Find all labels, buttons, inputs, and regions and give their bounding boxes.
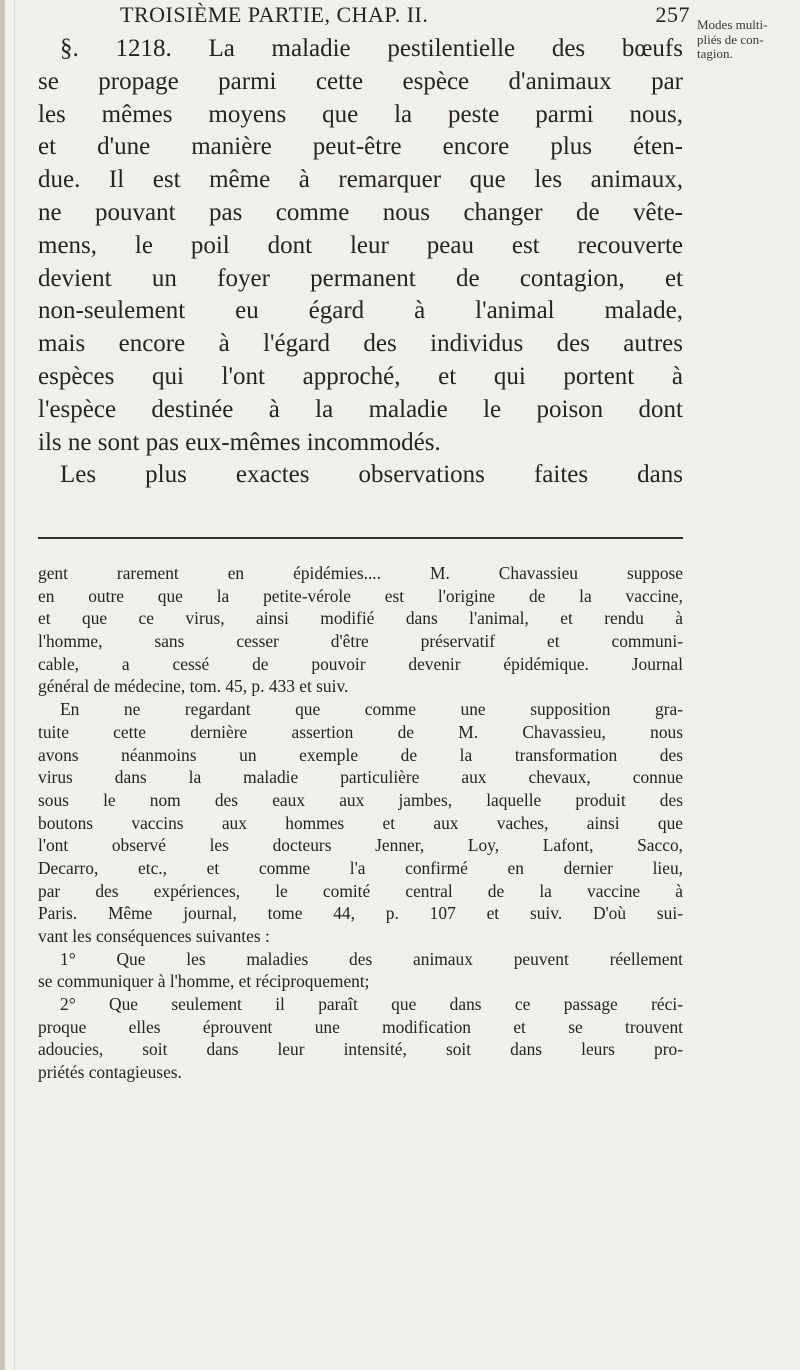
running-head-title: TROISIÈME PARTIE, CHAP. II.	[120, 2, 429, 27]
text-line: §. 1218. La maladie pestilentielle des bœufs	[60, 35, 683, 62]
margin-note-line: Modes multi-	[697, 17, 768, 32]
footnote-line: gent rarement en épidémies.... M. Chavassieu suppose	[38, 563, 683, 583]
footnote-rule	[38, 537, 683, 539]
footnote-line: l'ont observé les docteurs Jenner, Loy, Lafont, Sacco,	[38, 835, 683, 856]
text-line: devient un foyer permanent de contagion, et	[38, 264, 683, 292]
footnote-line: tuite cette dernière assertion de M. Chavassieu, nous	[38, 721, 683, 742]
footnote-line: cable, a cessé de pouvoir devenir épidémique. Journal	[38, 653, 683, 674]
main-paragraph	[38, 33, 683, 492]
text-line: les mêmes moyens que la peste parmi nous,	[38, 100, 683, 128]
footnote-line: proque elles éprouvent une modification et se trouvent	[38, 1016, 683, 1037]
text-line: espèces qui l'ont approché, et qui portent à	[38, 362, 683, 390]
footnote	[38, 562, 683, 1084]
footnote-line: priétés contagieuses.	[38, 1062, 182, 1083]
text-line: Les plus exactes observations faites dans	[60, 461, 683, 489]
footnote-line: sous le nom des eaux aux jambes, laquelle produit des	[38, 789, 683, 810]
page-edge	[0, 0, 5, 1370]
margin-note-line: tagion.	[697, 46, 733, 62]
footnote-line: En ne regardant que comme une supposition gra-	[60, 699, 683, 720]
text-line: se propage parmi cette espèce d'animaux par	[38, 67, 683, 95]
footnote-line: se communiquer à l'homme, et réciproquement;	[38, 971, 370, 992]
footnote-line: et que ce virus, ainsi modifié dans l'animal, et rendu à	[38, 608, 683, 629]
text-line: due. Il est même à remarquer que les animaux,	[38, 166, 683, 194]
text-line: ne pouvant pas comme nous changer de vête-	[38, 198, 683, 226]
footnote-line: général de médecine, tom. 45, p. 433 et suiv.	[38, 676, 349, 697]
footnote-line: l'homme, sans cesser d'être préservatif et communi-	[38, 631, 683, 652]
footnote-line: adoucies, soit dans leur intensité, soit dans leurs pro-	[38, 1039, 683, 1060]
page-number: 257	[655, 2, 690, 27]
text-line: l'espèce destinée à la maladie le poison dont	[38, 395, 683, 423]
text-line: mens, le poil dont leur peau est recouverte	[38, 231, 683, 259]
running-head	[120, 2, 690, 30]
margin-note-line: pliés de con-	[697, 31, 764, 47]
text-line: ils ne sont pas eux-mêmes incommodés.	[38, 428, 441, 456]
footnote-line: en outre que la petite-vérole est l'origine de la vaccine,	[38, 585, 683, 606]
footnote-line: boutons vaccins aux hommes et aux vaches, ainsi que	[38, 812, 683, 833]
footnote-line: virus dans la maladie particulière aux chevaux, connue	[38, 767, 683, 788]
margin-note	[697, 18, 797, 62]
footnote-line: avons néanmoins un exemple de la transformation des	[38, 744, 683, 765]
footnote-line: 1° Que les maladies des animaux peuvent réellement	[60, 948, 683, 969]
page-edge-shadow	[14, 0, 15, 1370]
footnote-line: par des expériences, le comité central de la vaccine à	[38, 880, 683, 901]
text-line: mais encore à l'égard des individus des autres	[38, 330, 683, 358]
footnote-line: vant les conséquences suivantes :	[38, 926, 270, 946]
footnote-line: Decarro, etc., et comme l'a confirmé en dernier lieu,	[38, 857, 683, 878]
text-line: non-seulement eu égard à l'animal malade,	[38, 297, 683, 325]
footnote-line: 2° Que seulement il paraît que dans ce passage réci-	[60, 994, 683, 1015]
footnote-line: Paris. Même journal, tome 44, p. 107 et suiv. D'où sui-	[38, 903, 683, 924]
text-line: et d'une manière peut-être encore plus éten-	[38, 133, 683, 161]
